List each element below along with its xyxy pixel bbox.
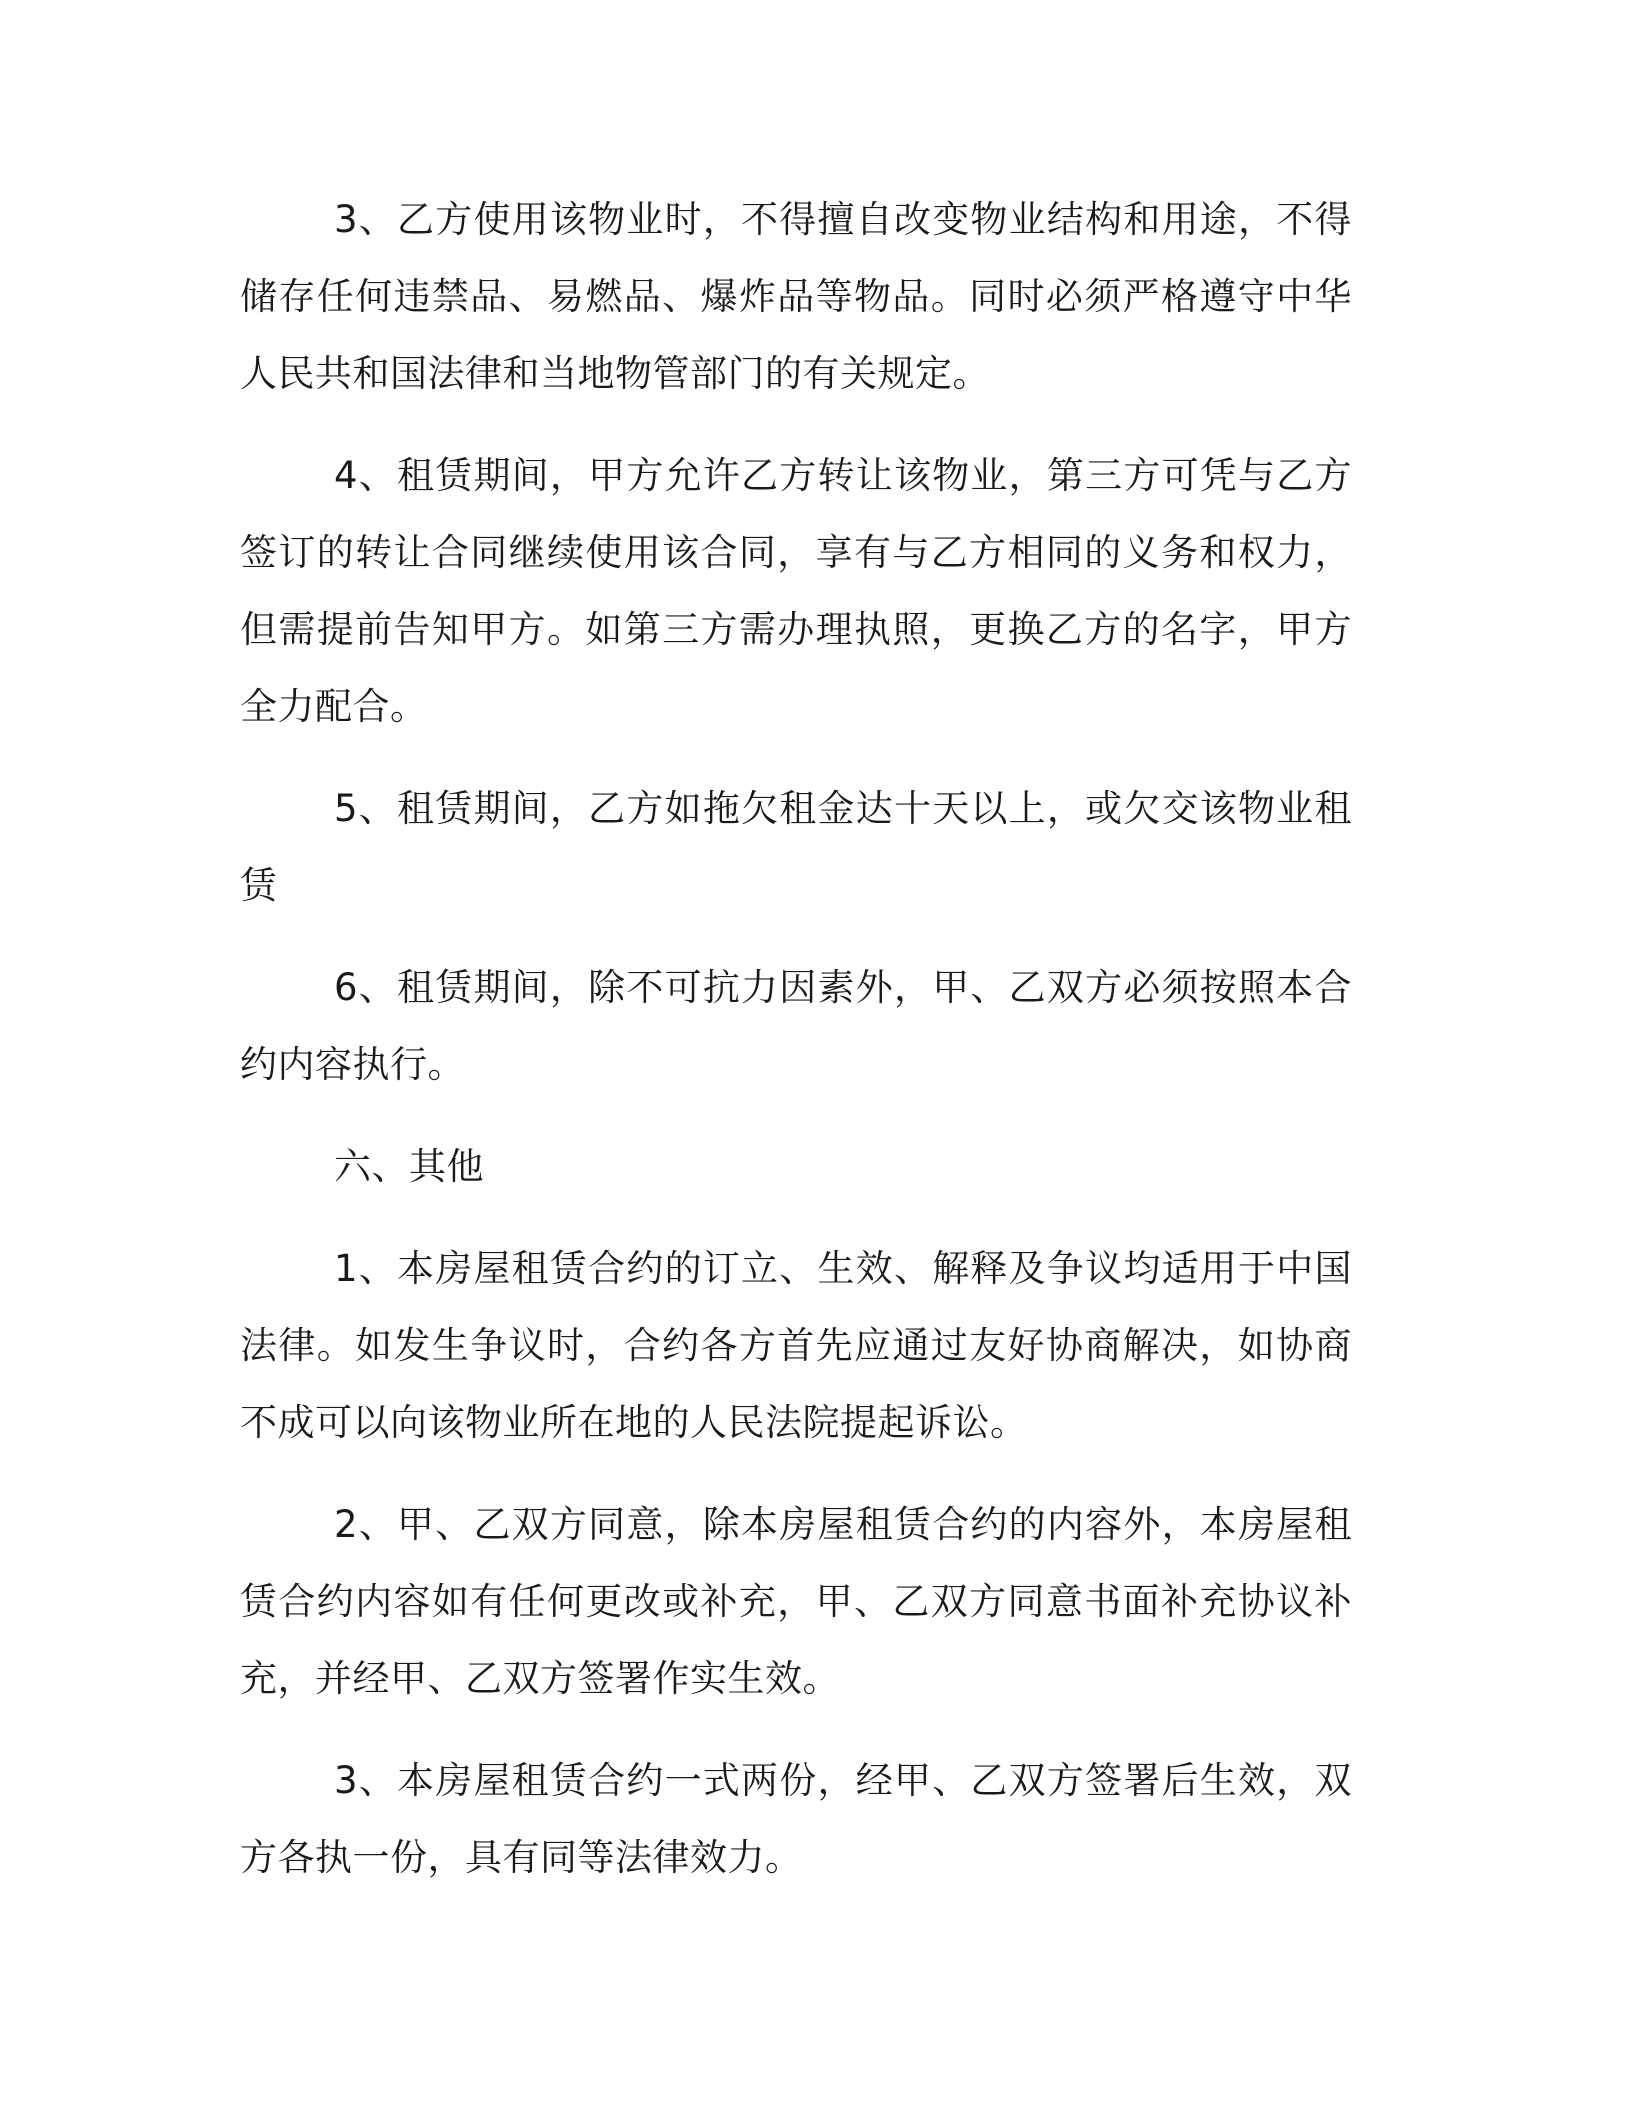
section-heading-other: 六、其他 [334, 1145, 484, 1188]
clause-3-usage: 3、乙方使用该物业时，不得擅自改变物业结构和用途，不得储存任何违禁品、易燃品、爆炸品等物品。同时必须严格遵守中华人民共和国法律和当地物管部门的有关规定。 [240, 198, 1352, 395]
document-body [240, 181, 1352, 1896]
other-clause-2-amendment: 2、甲、乙双方同意，除本房屋租赁合约的内容外，本房屋租赁合约内容如有任何更改或补充，甲、乙双方同意书面补充协议补充，并经甲、乙双方签署作实生效。 [240, 1503, 1352, 1700]
other-clause-3-copies: 3、本房屋租赁合约一式两份，经甲、乙双方签署后生效，双方各执一份，具有同等法律效力。 [240, 1759, 1352, 1879]
other-clause-1-law: 1、本房屋租赁合约的订立、生效、解释及争议均适用于中国法律。如发生争议时，合约各方首先应通过友好协商解决，如协商不成可以向该物业所在地的人民法院提起诉讼。 [240, 1247, 1352, 1444]
clause-5-arrears: 5、租赁期间，乙方如拖欠租金达十天以上，或欠交该物业租赁 [240, 787, 1352, 907]
clause-6-force-majeure: 6、租赁期间，除不可抗力因素外，甲、乙双方必须按照本合约内容执行。 [240, 966, 1352, 1086]
clause-4-transfer: 4、租赁期间，甲方允许乙方转让该物业，第三方可凭与乙方签订的转让合同继续使用该合同，享有与乙方相同的义务和权力，但需提前告知甲方。如第三方需办理执照，更换乙方的名字，甲方全力配合。 [240, 454, 1352, 728]
